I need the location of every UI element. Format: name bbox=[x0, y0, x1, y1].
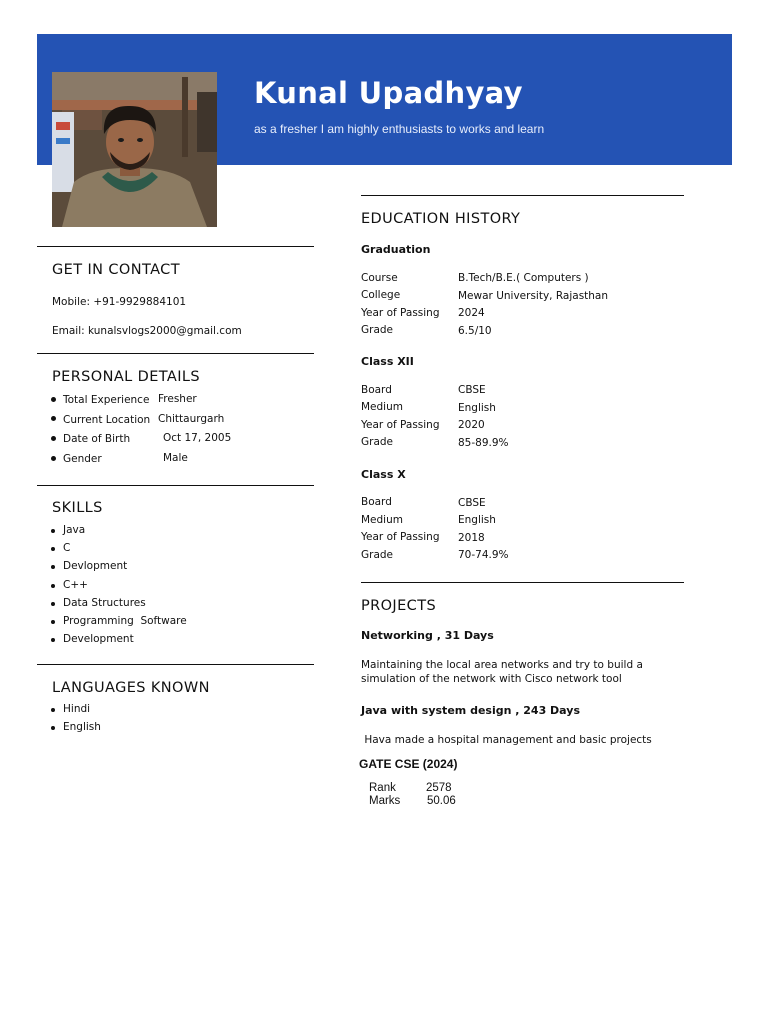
education-value: 6.5/10 bbox=[458, 325, 492, 337]
profile-photo bbox=[52, 72, 217, 227]
personal-label: Gender bbox=[63, 453, 102, 465]
skill-item: Programming Software bbox=[63, 615, 187, 627]
education-value: 2024 bbox=[458, 307, 485, 319]
bullet-icon bbox=[51, 565, 55, 569]
skill-item: Development bbox=[63, 633, 134, 645]
gate-heading: GATE CSE (2024) bbox=[359, 757, 458, 771]
education-label: Course bbox=[361, 272, 398, 284]
personal-label: Date of Birth bbox=[63, 433, 131, 445]
gate-value: 2578 bbox=[426, 782, 452, 794]
education-label: Grade bbox=[361, 549, 394, 561]
bullet-icon bbox=[51, 726, 55, 730]
divider bbox=[361, 582, 684, 583]
bullet-icon bbox=[51, 436, 56, 441]
bullet-icon bbox=[51, 584, 55, 588]
education-value: English bbox=[458, 402, 496, 414]
divider bbox=[361, 195, 684, 196]
project-heading: Java with system design , 243 Days bbox=[361, 704, 580, 717]
divider bbox=[37, 485, 314, 486]
education-label: Grade bbox=[361, 436, 394, 448]
divider bbox=[37, 664, 314, 665]
candidate-name: Kunal Upadhyay bbox=[254, 76, 523, 110]
project-description: Hava made a hospital management and basic projects bbox=[361, 734, 652, 746]
education-value: CBSE bbox=[458, 497, 486, 509]
education-value: 2020 bbox=[458, 419, 485, 431]
personal-value: Chittaurgarh bbox=[158, 413, 225, 425]
skills-heading: SKILLS bbox=[52, 500, 103, 516]
bullet-icon bbox=[51, 529, 55, 533]
project-description: simulation of the network with Cisco network tool bbox=[361, 673, 622, 685]
language-item: English bbox=[63, 721, 101, 733]
education-block-heading: Graduation bbox=[361, 243, 431, 256]
divider bbox=[37, 246, 314, 247]
education-value: 85-89.9% bbox=[458, 437, 509, 449]
skill-item: C bbox=[63, 542, 71, 554]
gate-label: Marks bbox=[369, 795, 401, 807]
education-label: Board bbox=[361, 384, 392, 396]
languages-heading: LANGUAGES KNOWN bbox=[52, 680, 210, 696]
personal-value: Fresher bbox=[158, 393, 197, 405]
education-block-heading: Class XII bbox=[361, 355, 414, 368]
education-label: College bbox=[361, 289, 401, 301]
education-value: 2018 bbox=[458, 532, 485, 544]
bullet-icon bbox=[51, 602, 55, 606]
contact-email: Email: kunalsvlogs2000@gmail.com bbox=[52, 325, 242, 337]
bullet-icon bbox=[51, 638, 55, 642]
bullet-icon bbox=[51, 456, 56, 461]
education-label: Grade bbox=[361, 324, 394, 336]
education-value: B.Tech/B.E.( Computers ) bbox=[458, 272, 589, 284]
language-item: Hindi bbox=[63, 703, 91, 715]
divider bbox=[37, 353, 314, 354]
gate-value: 50.06 bbox=[427, 795, 456, 807]
education-value: English bbox=[458, 514, 496, 526]
gate-label: Rank bbox=[369, 782, 396, 794]
bullet-icon bbox=[51, 708, 55, 712]
personal-label: Current Location bbox=[63, 414, 151, 426]
education-label: Board bbox=[361, 496, 392, 508]
project-heading: Networking , 31 Days bbox=[361, 629, 494, 642]
contact-heading: GET IN CONTACT bbox=[52, 262, 180, 278]
bullet-icon bbox=[51, 397, 56, 402]
education-block-heading: Class X bbox=[361, 468, 406, 481]
personal-value: Oct 17, 2005 bbox=[163, 432, 232, 444]
skill-item: Java bbox=[63, 524, 86, 536]
education-value: Mewar University, Rajasthan bbox=[458, 290, 609, 302]
contact-mobile: Mobile: +91-9929884101 bbox=[52, 296, 187, 308]
skill-item: Data Structures bbox=[63, 597, 146, 609]
projects-heading: PROJECTS bbox=[361, 598, 437, 614]
skill-item: C++ bbox=[63, 579, 88, 591]
personal-value: Male bbox=[163, 452, 188, 464]
profile-photo-illustration bbox=[52, 72, 217, 227]
education-label: Year of Passing bbox=[361, 419, 440, 431]
education-label: Year of Passing bbox=[361, 531, 440, 543]
education-value: 70-74.9% bbox=[458, 549, 509, 561]
skill-item: Devlopment bbox=[63, 560, 128, 572]
education-label: Medium bbox=[361, 401, 403, 413]
bullet-icon bbox=[51, 416, 56, 421]
education-heading: EDUCATION HISTORY bbox=[361, 211, 521, 227]
project-description: Maintaining the local area networks and try to build a bbox=[361, 659, 643, 671]
personal-heading: PERSONAL DETAILS bbox=[52, 369, 200, 385]
education-label: Medium bbox=[361, 514, 403, 526]
bullet-icon bbox=[51, 620, 55, 624]
education-value: CBSE bbox=[458, 384, 486, 396]
education-label: Year of Passing bbox=[361, 307, 440, 319]
bullet-icon bbox=[51, 547, 55, 551]
candidate-tagline: as a fresher I am highly enthusiasts to works and learn bbox=[254, 122, 545, 136]
personal-label: Total Experience bbox=[63, 394, 150, 406]
